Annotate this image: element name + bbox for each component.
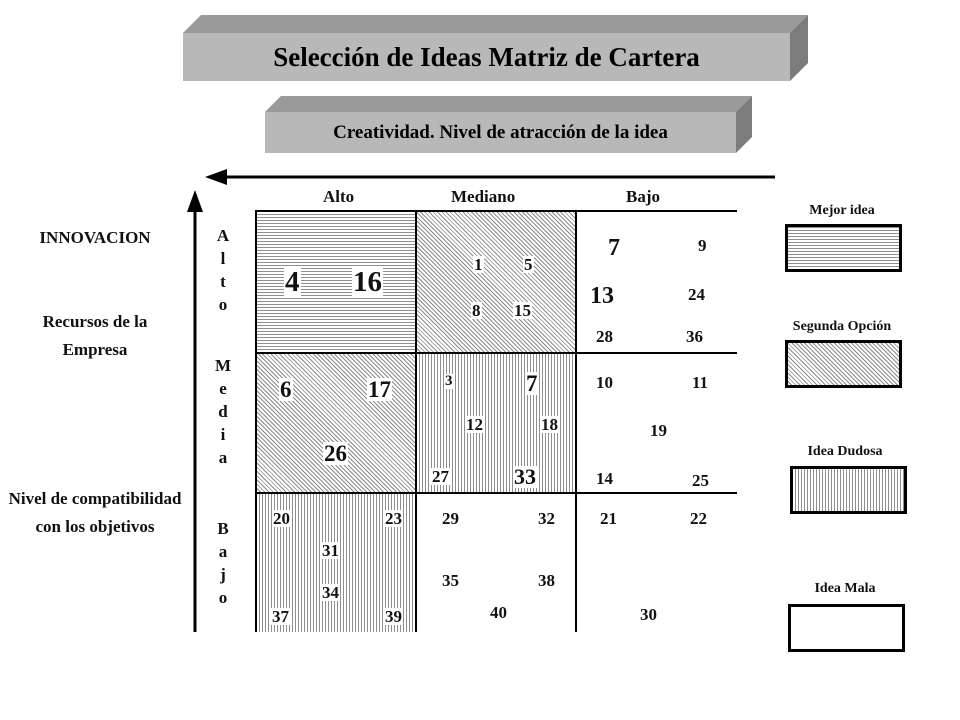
idea-number: 6 [280, 377, 292, 402]
column-header-bajo: Bajo [626, 187, 660, 206]
cell-media-alto [257, 354, 417, 494]
idea-number: 17 [368, 377, 391, 402]
idea-number: 27 [432, 467, 449, 486]
legend-swatch-second [785, 340, 902, 388]
idea-number: 4 [285, 266, 300, 298]
idea-number: 7 [608, 235, 620, 261]
legend-label-doubt: Idea Dudosa [807, 444, 883, 459]
idea-number: 29 [442, 509, 459, 528]
idea-number: 34 [322, 583, 339, 602]
legend-label-bad: Idea Mala [814, 581, 876, 596]
cell-alto-bajo [577, 212, 737, 354]
vertical-arrow-icon [187, 190, 203, 632]
row-label-alto: A l t o [216, 226, 230, 314]
idea-number: 30 [640, 605, 657, 624]
legend-swatch-doubt [790, 466, 907, 514]
idea-number: 3 [445, 373, 453, 389]
idea-number: 22 [690, 509, 707, 528]
idea-number: 15 [514, 301, 531, 320]
idea-number: 21 [600, 509, 617, 528]
innovacion-label: INNOVACION [39, 228, 151, 247]
idea-number: 11 [692, 373, 709, 392]
idea-number: 9 [698, 236, 707, 255]
idea-number: 20 [273, 509, 290, 528]
idea-number: 38 [538, 571, 555, 590]
idea-number: 31 [322, 541, 339, 560]
idea-number: 19 [650, 421, 667, 440]
legend-label-second: Segunda Opción [792, 319, 892, 334]
legend-swatch-bad [788, 604, 905, 652]
cell-media-bajo [577, 354, 737, 494]
portfolio-matrix [255, 210, 737, 632]
idea-number: 36 [686, 327, 703, 346]
idea-number: 12 [466, 415, 483, 434]
cell-alto-mediano [417, 212, 577, 354]
idea-number: 24 [688, 285, 705, 304]
horizontal-arrow-icon [205, 169, 775, 185]
idea-number: 37 [272, 607, 289, 626]
column-header-mediano: Mediano [451, 187, 516, 206]
idea-number: 1 [474, 255, 483, 274]
idea-number: 13 [590, 283, 614, 309]
idea-number: 8 [472, 301, 481, 320]
idea-number: 25 [692, 471, 709, 490]
idea-number: 7 [526, 371, 538, 396]
nivel-label: Nivel de compatibilidad con los objetivos [8, 489, 182, 536]
page-title: Selección de Ideas Matriz de Cartera [183, 33, 790, 81]
cell-alto-alto [257, 212, 417, 354]
row-label-alto-letter: A [216, 226, 230, 245]
cell-bajo-mediano [417, 494, 577, 632]
cell-media-mediano [417, 354, 577, 494]
row-label-bajo: B a j o [217, 519, 229, 607]
idea-number: 39 [385, 607, 402, 626]
idea-number: 32 [538, 509, 555, 528]
idea-number: 5 [524, 255, 533, 274]
legend-swatch-best [785, 224, 902, 272]
idea-number: 16 [353, 266, 382, 298]
idea-number: 35 [442, 571, 459, 590]
idea-number: 10 [596, 373, 613, 392]
idea-number: 40 [490, 603, 507, 622]
legend-label-best: Mejor idea [809, 203, 875, 218]
idea-number: 23 [385, 509, 402, 528]
idea-number: 14 [596, 469, 613, 488]
column-header-alto: Alto [323, 187, 355, 206]
idea-number: 28 [596, 327, 613, 346]
idea-number: 18 [541, 415, 558, 434]
row-label-media: M e d i a [214, 356, 232, 467]
recursos-label: Recursos de la Empresa [42, 312, 148, 359]
page-subtitle: Creatividad. Nivel de atracción de la idea [265, 112, 736, 153]
idea-number: 33 [514, 464, 536, 489]
cell-bajo-bajo [577, 494, 737, 632]
cell-bajo-alto [257, 494, 417, 632]
idea-number: 26 [324, 441, 347, 466]
